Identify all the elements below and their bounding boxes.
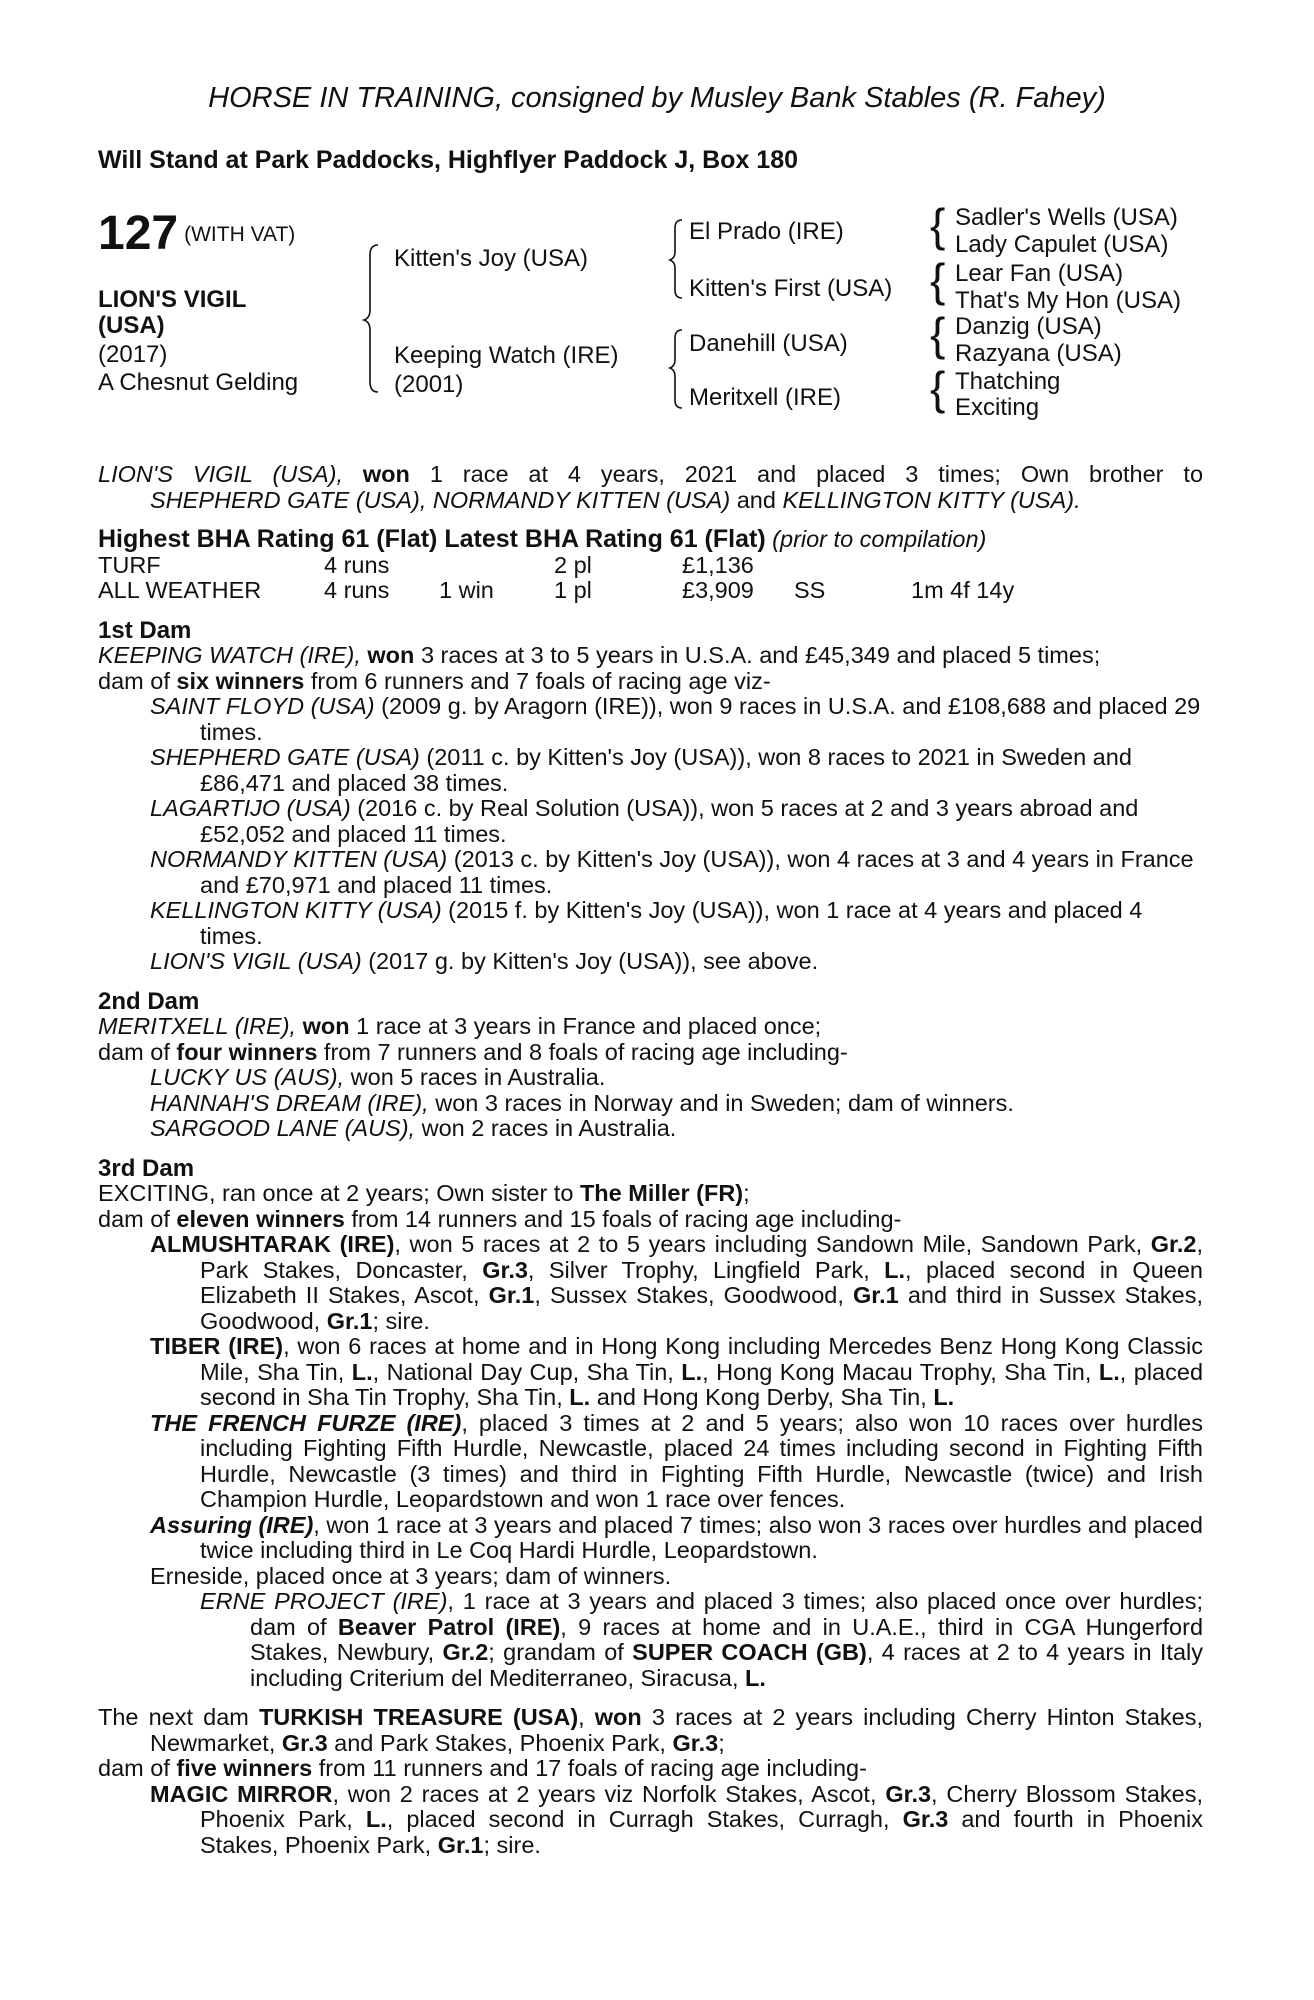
third-dam-runners: from 14 runners and 15 foals of racing age including- [351,1205,902,1232]
produce-name: NORMANDY KITTEN (USA) [150,846,448,872]
summary-and: and [736,486,776,513]
produce-text: , Silver Trophy, Lingfield Park, [527,1256,870,1283]
first-dam-name: KEEPING WATCH (IRE), [98,642,361,668]
second-dam-runners: from 7 runners and 8 foals of racing age including- [323,1038,848,1065]
produce-bold-name: Beaver Patrol (IRE) [337,1613,561,1640]
punct: ; [743,1180,750,1206]
pedigree-gen3-5: Danzig (USA) [955,313,1102,340]
brace-gen2-bottom [670,330,682,408]
second-dam-winners: four winners [176,1038,318,1065]
produce-record: won 3 races in Norway and in Sweden; dam of winners. [435,1089,1014,1116]
produce-item [98,1334,1203,1411]
aw-distance: 1m 4f 14y [911,577,1015,603]
grade: L. [933,1384,955,1410]
pedigree-dam: Keeping Watch (IRE) [394,342,619,369]
summary-record: 1 race at 4 years, 2021 and placed 3 times; Own brother to [429,461,1204,487]
produce-record: (2015 f. by Kitten's Joy (USA)), won 1 race at 4 years and placed 4 times. [200,897,1143,949]
brace-gen3-1: { [930,199,946,251]
grade: Gr.3 [902,1806,949,1832]
brace-gen3-2: { [930,254,946,306]
pedigree-gen3-4: That's My Hon (USA) [955,287,1181,314]
produce-name: MAGIC MIRROR [150,1780,333,1807]
horse-year: (2017) [98,341,168,368]
catalogue-body [98,462,1203,1858]
produce-text: , placed second in Queen Elizabeth II Stakes, Ascot, [200,1256,1203,1308]
aw-prize: £3,909 [682,577,754,603]
produce-text: , Hong Kong Macau Trophy, Sha Tin, [702,1358,1092,1385]
produce-item [98,898,1203,949]
produce-item [98,745,1203,796]
brace-gen3-3: { [930,308,946,360]
grade: L. [351,1358,373,1385]
turf-prize: £1,136 [682,551,754,578]
ratings-note: (prior to compilation) [772,526,987,552]
turf-placed: 2 pl [554,551,592,578]
produce-text: ; sire. [483,1831,541,1858]
all-weather-record [98,578,1203,604]
next-dam-winners: five winners [176,1755,313,1781]
next-dam-name: TURKISH TREASURE (USA) [258,1704,579,1730]
pedigree-sire-dam: Kitten's First (USA) [689,275,893,302]
first-dam-winners: six winners [176,667,305,694]
turf-runs: 4 runs [324,551,390,578]
brace-gen1 [364,245,378,392]
punct: ; [718,1729,725,1756]
next-dam-runners: from 11 runners and 17 foals of racing age including- [318,1755,867,1781]
punct: , [578,1704,585,1730]
aw-runs: 4 runs [324,577,390,603]
turf-wins [439,553,554,579]
pedigree-dam-dam: Meritxell (IRE) [689,384,842,411]
produce-text: and third in Sussex Stakes, Goodwood, [200,1282,1203,1334]
grade: L. [1098,1358,1120,1385]
produce-name: THE FRENCH FURZE (IRE) [150,1409,462,1436]
next-dam-of: dam of [98,1755,170,1781]
next-dam-record: 3 races at 2 years including Cherry Hinton Stakes, Newmarket, [150,1704,1203,1756]
produce-item [98,1065,1203,1091]
produce-text: and fourth in Phoenix Stakes, Phoenix Park, [200,1806,1203,1858]
produce-text: , placed second in Sha Tin Trophy, Sha Tin, [200,1358,1204,1410]
pedigree-gen3-3: Lear Fan (USA) [955,260,1124,287]
third-dam-section [98,1181,1203,1691]
third-dam-heading: 3rd Dam [98,1154,195,1182]
produce-item: Erneside, placed once at 3 years; dam of winners. [150,1562,672,1589]
grade: Gr.3 [482,1256,528,1283]
produce-name: Assuring (IRE) [150,1511,314,1538]
produce-text: , 9 races at home and in U.A.E., third in CGA Hungerford Stakes, Newbury, [250,1613,1204,1665]
produce-name: KELLINGTON KITTY (USA) [150,897,442,923]
produce-item [98,847,1203,898]
summary-sibling-last: KELLINGTON KITTY (USA). [782,486,1081,513]
produce-record: won 5 races in Australia. [350,1064,606,1090]
produce-item [98,1513,1203,1564]
grade: Gr.3 [885,1780,932,1807]
pedigree-dam-year: (2001) [394,371,464,398]
third-dam-of: dam of [98,1205,170,1232]
pedigree-gen3-8: Exciting [955,394,1040,421]
produce-record: (2017 g. by Kitten's Joy (USA)), see above. [368,948,819,974]
grade: Gr.1 [437,1831,484,1858]
first-dam-record: 3 races at 3 to 5 years in U.S.A. and £45,349 and placed 5 times; [420,642,1101,668]
aw-surface: ALL WEATHER [98,577,262,603]
pedigree-gen3-6: Razyana (USA) [955,340,1122,367]
produce-item [98,1116,1203,1142]
pedigree-gen3-7: Thatching [955,368,1061,395]
third-dam-name: EXCITING, ran once at 2 years; Own sister to [98,1180,574,1206]
pedigree-dam-sire: Danehill (USA) [689,330,848,357]
aw-wins: 1 win [439,577,494,603]
grade: L. [884,1256,906,1283]
produce-name: LION'S VIGIL (USA) [150,948,362,974]
produce-item [98,796,1203,847]
produce-item [98,1589,1203,1691]
produce-text: , National Day Cup, Sha Tin, [372,1358,674,1385]
second-dam-section [98,1014,1203,1142]
produce-name: ALMUSHTARAK (IRE) [150,1231,395,1257]
produce-item [98,1091,1203,1117]
second-dam-record: 1 race at 3 years in France and placed once; [356,1013,822,1039]
produce-text: , 1 race at 3 years and placed 3 times; also placed once over hurdles; dam of [250,1588,1203,1640]
produce-name: TIBER (IRE) [150,1333,284,1359]
first-dam-heading: 1st Dam [98,616,192,644]
grade: Gr.3 [281,1729,328,1756]
turf-record [98,553,1203,579]
horse-description: A Chesnut Gelding [98,369,299,396]
summary-siblings: SHEPHERD GATE (USA), NORMANDY KITTEN (USA) [150,486,731,513]
pedigree-sire: Kitten's Joy (USA) [394,245,588,272]
produce-record: won 2 races in Australia. [421,1115,677,1141]
third-dam-winners: eleven winners [176,1205,345,1232]
produce-item [98,1411,1203,1513]
grade: Gr.2 [442,1639,489,1665]
race-summary [98,462,1203,513]
produce-text: , Cherry Blossom Stakes, Phoenix Park, [200,1780,1204,1832]
produce-name: LUCKY US (AUS), [150,1064,345,1090]
produce-text: , 4 races at 2 to 4 years in Italy including Criterium del Mediterraneo, Siracusa, [250,1639,1204,1691]
produce-text: , placed second in Curragh Stakes, Curragh, [386,1806,890,1832]
pedigree-gen3-2: Lady Capulet (USA) [955,231,1169,258]
next-dam-section [98,1705,1203,1858]
produce-record: (2011 c. by Kitten's Joy (USA)), won 8 races to 2021 in Sweden and £86,471 and placed 38 times. [200,744,1132,796]
turf-surface: TURF [98,551,161,578]
produce-text: and Hong Kong Derby, Sha Tin, [596,1384,927,1410]
produce-name: LAGARTIJO (USA) [150,795,351,821]
produce-text: , placed 3 times at 2 and 5 years; also won 10 races over hurdles including Fighting Fifth Hurdle, Newcastle, placed 24 times including second in Fighting Fifth Hurdle, Newcastle (3 times) and third in Fighting Fifth Hurdle, Newcastle (twice) and Irish Champion Hurdle, Leopardstown and won 1 race over fences. [200,1409,1203,1512]
produce-bold-name: SUPER COACH (GB) [632,1639,867,1665]
produce-name: ERNE PROJECT (IRE) [200,1588,448,1614]
pedigree-sire-sire: El Prado (IRE) [689,218,844,245]
produce-text: , won 6 races at home and in Hong Kong including Mercedes Benz Hong Kong Classic Mile, Sha Tin, [200,1333,1203,1385]
second-dam-heading: 2nd Dam [98,987,200,1015]
first-dam-section [98,643,1203,975]
first-dam-runners: from 6 runners and 7 foals of racing age viz- [310,667,771,694]
produce-item [98,1782,1203,1859]
produce-item [98,1232,1203,1334]
bha-ratings: Highest BHA Rating 61 (Flat) Latest BHA Rating 61 (Flat) [98,525,766,553]
aw-code: SS [794,577,826,603]
produce-record: (2009 g. by Aragorn (IRE)), won 9 races in U.S.A. and £108,688 and placed 29 times. [200,693,1201,745]
ratings-block [98,527,1203,604]
produce-name: SAINT FLOYD (USA) [150,693,375,719]
produce-record: (2013 c. by Kitten's Joy (USA)), won 4 races at 3 and 4 years in France and £70,971 and placed 11 times. [200,846,1194,898]
brace-gen2-top [670,220,682,298]
produce-text: , won 1 race at 3 years and placed 7 times; also won 3 races over hurdles and placed twice including third in Le Coq Hardi Hurdle, Leopardstown. [200,1511,1203,1563]
produce-text: , Park Stakes, Doncaster, [200,1231,1203,1283]
next-dam-label: The next dam [98,1704,249,1730]
summary-won: won [362,461,410,487]
next-dam-record: and Park Stakes, Phoenix Park, [334,1729,666,1756]
grade: L. [681,1358,703,1385]
grade: L. [365,1806,387,1832]
lot-number: 127 [98,207,179,260]
second-dam-won: won [302,1013,350,1039]
second-dam-of: dam of [98,1038,170,1065]
produce-item [98,949,1203,975]
pedigree-gen3-1: Sadler's Wells (USA) [955,204,1178,231]
aw-placed: 1 pl [554,577,592,603]
grade: Gr.1 [488,1282,535,1308]
grade: Gr.2 [1150,1231,1197,1257]
vat-note: (WITH VAT) [184,223,296,246]
summary-name: LION'S VIGIL (USA), [98,461,343,487]
first-dam-of: dam of [98,667,170,694]
produce-item [98,694,1203,745]
next-dam-won: won [594,1704,642,1730]
produce-text: , won 5 races at 2 to 5 years including Sandown Mile, Sandown Park, [394,1231,1143,1257]
grade: L. [569,1384,591,1410]
third-dam-sibling: The Miller (FR) [579,1180,744,1206]
consignor-heading: HORSE IN TRAINING, consigned by Musley Bank Stables (R. Fahey) [208,82,1106,114]
produce-text: , Sussex Stakes, Goodwood, [534,1282,844,1308]
grade: L. [745,1664,766,1691]
produce-name: SHEPHERD GATE (USA) [150,744,420,770]
produce-text: ; grandam of [488,1639,624,1665]
stand-location: Will Stand at Park Paddocks, Highflyer Paddock J, Box 180 [98,146,798,174]
brace-gen3-4: { [930,362,946,414]
produce-text: , won 2 races at 2 years viz Norfolk Stakes, Ascot, [332,1780,877,1807]
grade: Gr.1 [853,1282,899,1308]
produce-name: SARGOOD LANE (AUS), [150,1115,416,1141]
horse-name: LION'S VIGIL (USA) [98,286,246,339]
produce-record: (2016 c. by Real Solution (USA)), won 5 races at 2 and 3 years abroad and £52,052 and placed 11 times. [200,795,1139,847]
produce-name: HANNAH'S DREAM (IRE), [150,1089,429,1116]
grade: Gr.1 [326,1307,373,1334]
produce-text: ; sire. [372,1307,430,1334]
first-dam-won: won [367,642,415,668]
grade: Gr.3 [672,1729,719,1756]
second-dam-name: MERITXELL (IRE), [98,1013,297,1039]
